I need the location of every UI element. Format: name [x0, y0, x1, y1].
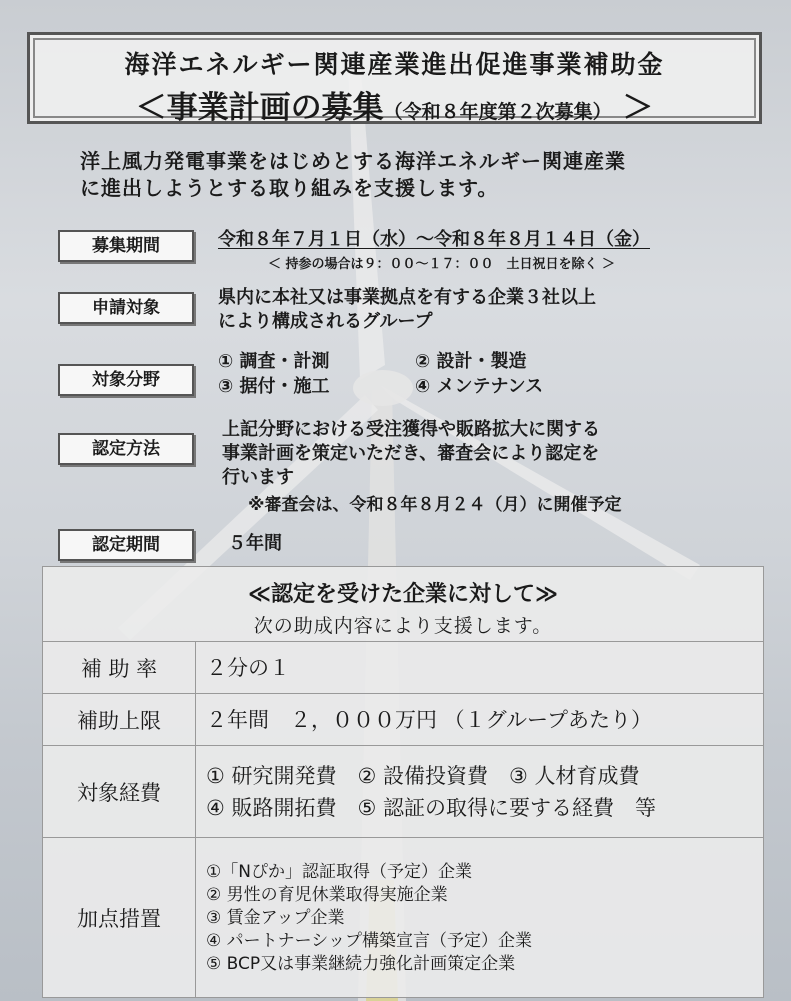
bonus-item: ③ 賃金アップ企業 [206, 907, 345, 928]
rate-value: ２分の１ [206, 656, 290, 680]
bonus-label: 加点措置 [43, 838, 196, 998]
bonus-list [196, 838, 763, 998]
intro-line-1: 洋上風力発電事業をはじめとする海洋エネルギー関連産業 [80, 149, 626, 173]
bonus-item: ⑤ BCP又は事業継続力強化計画策定企業 [206, 953, 516, 974]
recruitment-title [30, 82, 759, 127]
expenses-line-2: ④ 販路開拓費 ⑤ 認証の取得に要する経費 等 [206, 796, 657, 820]
support-subheading: 次の助成内容により支援します。 [253, 615, 553, 637]
expenses-label: 対象経費 [43, 746, 196, 838]
program-title: 海洋エネルギー関連産業進出促進事業補助金 [124, 50, 665, 79]
round-label: （令和８年度第２次募集） [383, 101, 612, 123]
field-item: ① 調査・計測 [218, 351, 330, 372]
title-box [27, 32, 762, 124]
fields-label: 対象分野 [58, 364, 194, 396]
period-value: 令和８年７月１日（水）～令和８年８月１４日（金） [218, 229, 650, 250]
intro-text [80, 148, 626, 202]
table-row [43, 693, 763, 746]
expenses-line-1: ① 研究開発費 ② 設備投資費 ③ 人材育成費 [206, 764, 640, 788]
field-item: ③ 据付・施工 [218, 376, 330, 397]
method-label: 認定方法 [58, 433, 194, 465]
limit-value: ２年間 ２，０００万円 （１グループあたり） [206, 708, 652, 732]
limit-label: 補助上限 [43, 694, 196, 746]
intro-line-2: に進出しようとする取り組みを支援します。 [80, 176, 499, 200]
field-item: ④ メンテナンス [415, 376, 544, 397]
period-label: 募集期間 [58, 230, 194, 262]
table-row [43, 837, 763, 998]
bonus-item: ④ パートナーシップ構築宣言（予定）企業 [206, 930, 532, 951]
table-row [43, 641, 763, 694]
table-row [43, 745, 763, 838]
method-value [222, 418, 600, 490]
target-value [218, 286, 596, 334]
method-note: ※審査会は、令和８年８月２４（月）に開催予定 [248, 495, 622, 515]
period-note: ＜ 持参の場合は９：００～１７：００ 土日祝日を除く ＞ [268, 257, 616, 272]
bonus-item: ①「Nぴか」認証取得（予定）企業 [206, 861, 472, 882]
target-label: 申請対象 [58, 292, 194, 324]
bonus-item: ② 男性の育児休業取得実施企業 [206, 884, 448, 905]
cert-period-label: 認定期間 [58, 529, 194, 561]
recruitment-title-close: ＞ [622, 90, 654, 126]
field-item: ② 設計・製造 [415, 351, 527, 372]
target-line-2: により構成されるグループ [218, 311, 433, 332]
rate-label: 補 助 率 [43, 642, 196, 694]
method-line-1: 上記分野における受注獲得や販路拡大に関する [222, 419, 600, 440]
support-table [42, 566, 764, 998]
method-line-3: 行います [222, 467, 294, 488]
method-line-2: 事業計画を策定いただき、審査会により認定を [222, 443, 600, 464]
expenses-value [196, 746, 763, 838]
target-line-1: 県内に本社又は事業拠点を有する企業３社以上 [218, 287, 596, 308]
support-heading: ≪認定を受けた企業に対して≫ [247, 582, 559, 607]
recruitment-title-main: ＜事業計画の募集 [135, 90, 384, 126]
cert-period-value: ５年間 [228, 533, 282, 554]
